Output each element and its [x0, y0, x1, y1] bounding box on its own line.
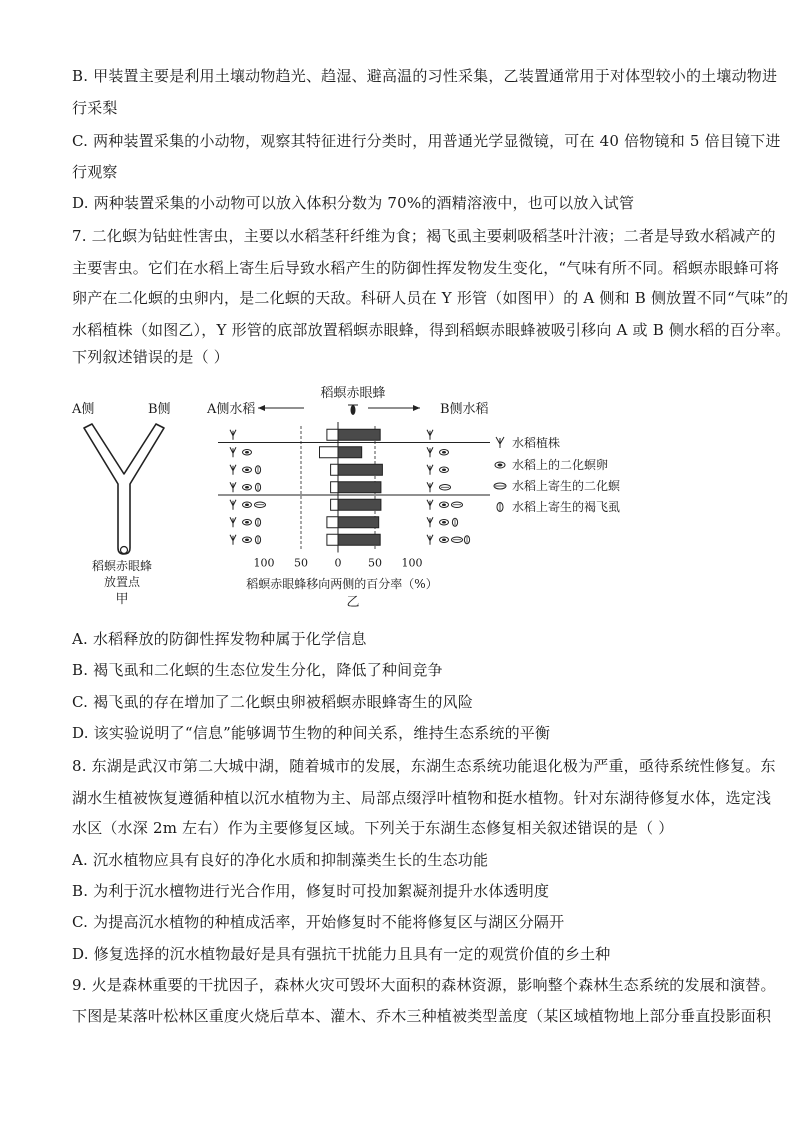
bar-a-side	[327, 534, 338, 545]
y-tube-figure	[71, 402, 171, 607]
x-tick-label: 50	[294, 556, 308, 570]
rice-plant-icon	[427, 517, 433, 527]
egg-mass-icon	[495, 462, 505, 468]
plant-stroke	[427, 500, 433, 510]
egg-mass-icon	[243, 502, 252, 508]
q7-option-a: A. 水稻释放的防御性挥发物种属于化学信息	[72, 630, 367, 648]
bar-a-side	[331, 482, 338, 493]
plant-stroke	[230, 482, 236, 492]
planthopper-icon	[255, 536, 260, 544]
rice-plant-icon	[427, 447, 433, 457]
stem-borer-icon	[494, 483, 506, 489]
rice-plant-icon	[427, 465, 433, 475]
bar-a-side	[331, 464, 338, 475]
plant-stroke	[427, 447, 433, 457]
legend-label-planthopper: 水稻上寄生的褐飞虱	[512, 500, 621, 514]
bar-a-side	[327, 517, 338, 528]
q7-option-d: D. 该实验说明了“信息”能够调节生物的种间关系，维持生态系统的平衡	[72, 724, 551, 742]
egg-mass-icon	[440, 467, 449, 473]
egg-core	[442, 468, 446, 471]
rice-plant-icon	[427, 482, 433, 492]
plant-stroke	[230, 500, 236, 510]
bar-b-side	[338, 464, 382, 475]
legend-item-eggs	[495, 457, 608, 472]
egg-core	[245, 468, 249, 471]
plant-stroke	[230, 430, 236, 440]
x-tick-label: 100	[401, 556, 423, 570]
q8-stem-line3: 水区（水深 2m 左右）作为主要修复区域。下列关于东湖生态修复相关叙述错误的是（ ）	[72, 819, 674, 837]
egg-core	[442, 503, 446, 506]
bar-chart	[218, 422, 490, 570]
egg-core	[442, 451, 446, 454]
stem-borer-icon	[255, 502, 266, 508]
planthopper-icon	[255, 483, 260, 491]
planthopper-icon	[452, 518, 457, 526]
legend-label-borer: 水稻上寄生的二化螟	[512, 479, 621, 493]
legend-label-eggs: 水稻上的二化螟卵	[512, 458, 609, 472]
rice-plant-icon	[230, 430, 236, 440]
q7-option-b: B. 褐飞虱和二化螟的生态位发生分化，降低了种间竞争	[72, 661, 443, 679]
egg-mass-icon	[440, 519, 449, 525]
legend-item-borer	[494, 478, 621, 493]
legend-item-plant	[496, 435, 560, 450]
egg-core	[245, 503, 249, 506]
planthopper-icon	[464, 536, 469, 544]
plant-stroke	[230, 517, 236, 527]
q8-option-c: C. 为提高沉水植物的种植成活率，开始修复时不能将修复区与湖区分隔开	[72, 913, 565, 931]
egg-mass-icon	[440, 537, 449, 543]
egg-core	[442, 521, 446, 524]
q8-option-b: B. 为利于沉水檀物进行光合作用，修复时可投加絮凝剂提升水体透明度	[72, 882, 550, 900]
q7-stem-line2: 主要害虫。它们在水稻上寄生后导致水稻产生的防御性挥发物发生变化，“气味有所不同。稻螟赤眼蜂可将	[72, 259, 780, 277]
q7-figure-svg	[0, 370, 794, 620]
rice-plant-icon	[427, 430, 433, 440]
legend-item-planthopper	[497, 499, 620, 514]
q8-option-a: A. 沉水植物应具有良好的净化水质和抑制藻类生长的生态功能	[72, 851, 489, 869]
rice-plant-icon	[230, 535, 236, 545]
q8-stem-line2: 湖水生植被恢复遵循种植以沉水植物为主、局部点缀浮叶植物和挺水植物。针对东湖待修复水体，选定浅	[72, 789, 772, 807]
plant-stroke	[230, 465, 236, 475]
bar-a-side	[331, 499, 338, 510]
q7-stem-line1: 7. 二化螟为钻蛀性害虫，主要以水稻茎秆纤维为食；褐飞虱主要刺吸稻茎叶汁液；二者是导致水稻减产的	[72, 227, 776, 245]
plant-stroke	[427, 482, 433, 492]
legend	[494, 435, 621, 514]
bar-figure-headers	[206, 385, 489, 417]
header-wasp: 稻螟赤眼蜂	[320, 386, 386, 401]
rice-plant-icon	[427, 535, 433, 545]
q6-option-b-line1: B. 甲装置主要是利用土壤动物趋光、趋湿、避高温的习性采集，乙装置通常用于对体型较小的土壤动物进	[72, 67, 778, 85]
bar-b-side	[338, 447, 362, 458]
planthopper-icon	[497, 503, 503, 512]
egg-core	[442, 538, 446, 541]
egg-core	[245, 521, 249, 524]
egg-mass-icon	[243, 467, 252, 473]
q6-option-c-line1: C. 两种装置采集的小动物，观察其特征进行分类时，用普通光学显微镜，可在 40 倍物镜和 5 倍目镜下进	[72, 132, 781, 150]
plant-stroke	[230, 535, 236, 545]
arrow-right-icon	[368, 405, 420, 411]
egg-core	[245, 538, 249, 541]
bar-a-side	[327, 429, 338, 440]
plant-stroke	[427, 517, 433, 527]
bar-b-side	[338, 534, 380, 545]
stem-borer-icon	[452, 502, 463, 508]
planthopper-icon	[255, 518, 260, 526]
x-tick-label: 0	[334, 556, 342, 570]
y-tube-outline	[84, 424, 164, 554]
egg-core	[245, 451, 249, 454]
q6-option-c-line2: 行观察	[72, 163, 118, 181]
placement-point-marker	[121, 547, 128, 554]
rice-plant-icon	[496, 437, 504, 448]
plant-stroke	[230, 447, 236, 457]
stem-borer-icon	[452, 537, 463, 543]
y-tube-label-b: B侧	[148, 402, 171, 417]
rice-plant-icon	[230, 465, 236, 475]
egg-mass-icon	[243, 449, 252, 455]
egg-mass-icon	[440, 449, 449, 455]
q9-stem-line2: 下图是某落叶松林区重度火烧后草本、灌木、乔木三种植被类型盖度（某区域植物地上部分垂直投影面积	[72, 1007, 772, 1025]
egg-mass-icon	[243, 519, 252, 525]
q7-figure	[0, 370, 794, 620]
bar-a-side	[320, 447, 339, 458]
axis-title: 稻螟赤眼蜂移向两侧的百分率（%）	[246, 577, 438, 591]
x-tick-label: 100	[253, 556, 275, 570]
q7-option-c: C. 褐飞虱的存在增加了二化螟虫卵被稻螟赤眼蜂寄生的风险	[72, 693, 474, 711]
q6-option-d: D. 两种装置采集的小动物可以放入体积分数为 70%的酒精溶液中，也可以放入试管	[72, 194, 635, 212]
bar-b-side	[338, 429, 380, 440]
egg-core	[245, 486, 249, 489]
plant-stroke	[427, 535, 433, 545]
placement-label-2: 放置点	[103, 575, 141, 589]
plant-stroke	[427, 430, 433, 440]
egg-mass-icon	[243, 484, 252, 490]
bar-b-side	[338, 482, 381, 493]
planthopper-icon	[255, 466, 260, 474]
rice-plant-icon	[230, 482, 236, 492]
figure-jia-caption: 甲	[115, 592, 129, 607]
x-tick-label: 50	[368, 556, 382, 570]
wasp-icon	[348, 405, 358, 415]
arrow-left-icon	[258, 405, 304, 411]
egg-mass-icon	[440, 502, 449, 508]
plant-stroke	[427, 465, 433, 475]
header-b-side: B侧水稻	[440, 402, 489, 417]
q8-option-d: D. 修复选择的沉水植物最好是具有强抗干扰能力且具有一定的观赏价值的乡土种	[72, 945, 611, 963]
legend-label-plant: 水稻植株	[512, 436, 561, 450]
q8-stem-line1: 8. 东湖是武汉市第二大城中湖，随着城市的发展，东湖生态系统功能退化极为严重，亟待系统性修复。东	[72, 757, 776, 775]
rice-plant-icon	[427, 500, 433, 510]
rice-plant-icon	[230, 517, 236, 527]
figure-yi-caption: 乙	[346, 595, 360, 610]
bar-b-side	[338, 517, 379, 528]
placement-label-1: 稻螟赤眼蜂	[91, 559, 153, 573]
egg-mass-icon	[243, 537, 252, 543]
stem-borer-icon	[440, 484, 451, 490]
y-tube-label-a: A侧	[72, 402, 95, 417]
rice-plant-icon	[230, 500, 236, 510]
header-a-side: A侧水稻	[207, 402, 256, 417]
q7-stem-line3: 卵产在二化螟的虫卵内，是二化螟的天敌。科研人员在 Y 形管（如图甲）的 A 侧和 B 侧放置不同“气味”的	[72, 289, 789, 307]
q7-stem-line5: 下列叙述错误的是（ ）	[72, 348, 229, 366]
q6-option-b-line2: 行采梨	[72, 99, 118, 117]
q9-stem-line1: 9. 火是森林重要的干扰因子，森林火灾可毁坏大面积的森林资源，影响整个森林生态系统的发展和演替。	[72, 976, 776, 994]
bar-b-side	[338, 499, 381, 510]
q7-stem-line4: 水稻植株（如图乙），Y 形管的底部放置稻螟赤眼蜂，得到稻螟赤眼蜂被吸引移向 A 或 B 侧水稻的百分率。	[72, 321, 791, 339]
rice-plant-icon	[230, 447, 236, 457]
